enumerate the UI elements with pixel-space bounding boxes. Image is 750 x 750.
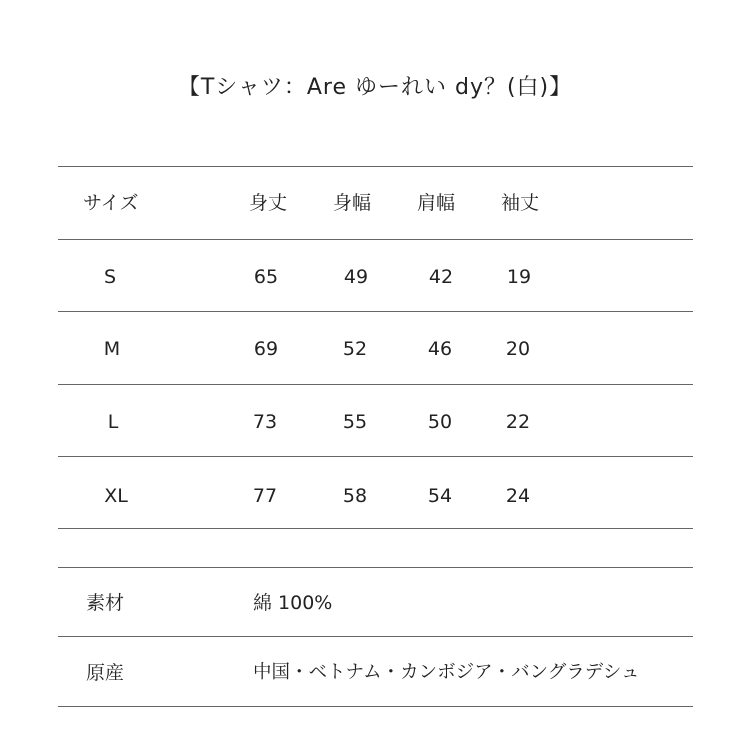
divider <box>58 239 693 240</box>
body-length-cell: 65 <box>253 266 279 288</box>
size-cell: L <box>107 411 119 433</box>
divider <box>58 528 693 529</box>
divider <box>58 166 693 167</box>
header-sleeve-length: 袖丈 <box>501 192 540 214</box>
shoulder-width-cell: 54 <box>427 485 453 507</box>
sleeve-length-cell: 19 <box>506 266 532 288</box>
header-shoulder-width: 肩幅 <box>417 192 456 214</box>
divider <box>58 567 693 568</box>
origin-value: 中国・ベトナム・カンボジア・バングラデシュ <box>253 662 640 683</box>
divider <box>58 456 693 457</box>
shoulder-width-cell: 42 <box>428 266 454 288</box>
divider <box>58 706 693 707</box>
body-length-cell: 69 <box>253 338 279 360</box>
size-cell: XL <box>104 485 128 507</box>
header-body-width: 身幅 <box>333 192 372 214</box>
origin-label: 原産 <box>86 662 125 684</box>
sleeve-length-cell: 20 <box>505 338 531 360</box>
body-length-cell: 73 <box>252 411 278 433</box>
header-size: サイズ <box>83 192 139 214</box>
sleeve-length-cell: 24 <box>505 485 531 507</box>
page-title: 【Tシャツ：Are ゆーれい dy？(白)】 <box>177 75 573 100</box>
material-label: 素材 <box>86 592 125 614</box>
size-cell: M <box>103 338 121 360</box>
material-value: 綿 100% <box>253 592 333 614</box>
body-width-cell: 49 <box>343 266 369 288</box>
body-width-cell: 52 <box>342 338 368 360</box>
divider <box>58 311 693 312</box>
shoulder-width-cell: 50 <box>427 411 453 433</box>
shoulder-width-cell: 46 <box>427 338 453 360</box>
size-cell: S <box>103 266 117 288</box>
body-length-cell: 77 <box>252 485 278 507</box>
divider <box>58 384 693 385</box>
header-body-length: 身丈 <box>249 192 288 214</box>
sleeve-length-cell: 22 <box>505 411 531 433</box>
body-width-cell: 55 <box>342 411 368 433</box>
divider <box>58 636 693 637</box>
body-width-cell: 58 <box>342 485 368 507</box>
